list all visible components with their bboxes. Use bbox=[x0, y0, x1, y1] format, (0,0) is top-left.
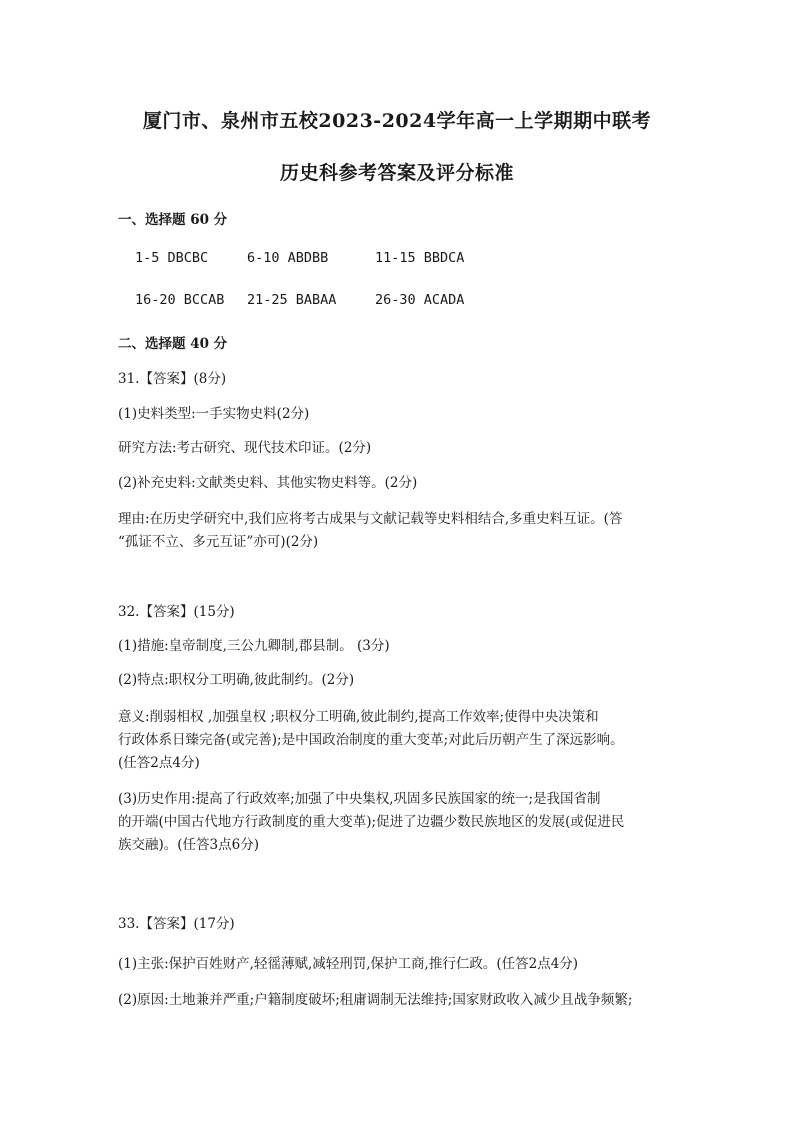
section-choice-heading: 一、选择题 60 分 bbox=[118, 212, 228, 228]
q32-line: (3)历史作用:提高了行政效率;加强了中央集权,巩固多民族国家的统一;是我国省制 bbox=[118, 791, 601, 807]
answer-group: 16-20 BCCAB bbox=[135, 292, 225, 308]
q33-line: (1)主张:保护百姓财产,轻徭薄赋,减轻刑罚,保护工商,推行仁政。(任答2点4分) bbox=[118, 956, 579, 972]
answer-group: 21-25 BABAA bbox=[247, 292, 337, 308]
answer-group: 6-10 ABDBB bbox=[247, 250, 329, 266]
section-essay-heading: 二、选择题 40 分 bbox=[118, 336, 228, 352]
q32-heading: 32.【答案】(15分) bbox=[118, 604, 235, 620]
q33-line: (2)原因:土地兼并严重;户籍制度破坏;租庸调制无法维持;国家财政收入减少且战争频繁; bbox=[118, 992, 633, 1008]
q32-line: (1)措施:皇帝制度,三公九卿制,郡县制。 (3分) bbox=[118, 638, 390, 654]
q32-line: (任答2点4分) bbox=[118, 755, 200, 771]
answer-group: 1-5 DBCBC bbox=[135, 250, 209, 266]
q31-line: (2)补充史料:文献类史料、其他实物史料等。(2分) bbox=[118, 475, 418, 491]
q32-line: (2)特点:职权分工明确,彼此制约。(2分) bbox=[118, 672, 355, 688]
q31-line: 研究方法:考古研究、现代技术印证。(2分) bbox=[118, 440, 372, 456]
q32-line: 的开端(中国古代地方行政制度的重大变革);促进了边疆少数民族地区的发展(或促进民 bbox=[118, 814, 625, 830]
document-title: 厦门市、泉州市五校2023-2024学年高一上学期期中联考 bbox=[142, 110, 652, 132]
document-subtitle: 历史科参考答案及评分标准 bbox=[279, 162, 514, 184]
q32-line: 意义:削弱相权 ,加强皇权 ;职权分工明确,彼此制约,提高工作效率;使得中央决策和 bbox=[118, 709, 599, 725]
q31-line: “孤证不立、多元互证”亦可)(2分) bbox=[118, 534, 319, 550]
answer-group: 26-30 ACADA bbox=[375, 292, 465, 308]
q31-line: 理由:在历史学研究中,我们应将考古成果与文献记载等史料相结合,多重史料互证。(答 bbox=[118, 511, 623, 527]
q31-heading: 31.【答案】(8分) bbox=[118, 371, 227, 387]
q31-line: (1)史料类型:一手实物史料(2分) bbox=[118, 406, 310, 422]
q32-line: 行政体系日臻完备(或完善);是中国政治制度的重大变革;对此后历朝产生了深远影响。 bbox=[118, 732, 624, 748]
q32-line: 族交融)。(任答3点6分) bbox=[118, 837, 259, 853]
q33-heading: 33.【答案】(17分) bbox=[118, 916, 235, 932]
answer-group: 11-15 BBDCA bbox=[375, 250, 465, 266]
